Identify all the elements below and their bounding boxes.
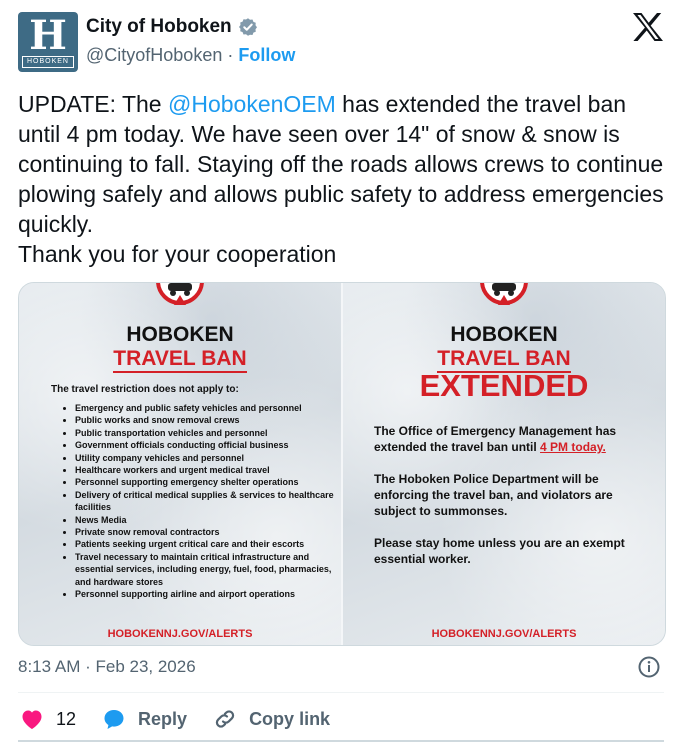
divider (18, 692, 664, 693)
deadline-highlight: 4 PM today. (540, 440, 606, 454)
road-sign-icon (479, 282, 529, 307)
list-item: • Delivery of critical medical supplies & services to healthcare facilities (75, 489, 337, 514)
tweet-text (18, 89, 668, 269)
right-panel-url: HOBOKENNJ.GOV/ALERTS (431, 628, 577, 640)
timestamp[interactable]: 8:13 AM · Feb 23, 2026 (18, 657, 196, 676)
notice-text: The Office of Emergency Management has extended the travel ban until (374, 424, 617, 454)
avatar-mark: H (29, 12, 67, 59)
list-item: • Healthcare workers and urgent medical travel (75, 464, 337, 476)
list-item: • Patients seeking urgent critical care and their escorts (75, 538, 337, 550)
heart-icon (20, 708, 44, 730)
tweet-body (18, 89, 668, 239)
x-logo-icon[interactable] (632, 12, 664, 42)
tweet-media[interactable] (18, 282, 666, 646)
left-panel-subtitle (19, 347, 341, 371)
road-sign-icon (155, 282, 205, 307)
link-icon (213, 708, 237, 730)
notice-paragraph (374, 423, 644, 455)
extension-notice (374, 423, 644, 583)
copy-link-label: Copy link (249, 708, 331, 729)
handle-separator: · (222, 45, 239, 65)
right-panel-title: HOBOKEN (450, 323, 558, 346)
list-item: • Private snow removal contractors (75, 526, 337, 538)
tweet-text-prefix: UPDATE: The (18, 91, 168, 117)
exemption-list (63, 402, 337, 601)
right-subtitle-text: TRAVEL BAN (437, 347, 570, 373)
list-item: • Travel necessary to maintain critical infrastructure and essential services, including energy, fuel, food, pharmacies, and hardware stores (75, 551, 337, 588)
left-panel-title: HOBOKEN (126, 323, 234, 346)
tweet-text-suffix: has extended the travel ban until 4 pm today. We have seen over 14" of snow & snow is continuing to fall. Staying off the roads allows crews to continue plowing safely and allows public safety to address emergencies quickly. (18, 91, 664, 237)
tweet-closing: Thank you for your cooperation (18, 241, 337, 267)
like-button[interactable] (20, 708, 76, 730)
avatar[interactable] (18, 12, 78, 72)
list-item: • Personnel supporting emergency shelter operations (75, 476, 337, 488)
info-icon[interactable] (638, 656, 660, 678)
display-name[interactable]: City of Hoboken (86, 16, 232, 37)
left-subtitle-text: TRAVEL BAN (113, 347, 246, 373)
exemption-intro: The travel restriction does not apply to: (51, 384, 239, 395)
action-bar (20, 707, 356, 731)
verified-badge-icon (238, 17, 258, 37)
list-item: • Government officials conducting official business (75, 439, 337, 451)
bottom-border (18, 740, 664, 742)
extended-heading: EXTENDED (419, 368, 589, 403)
list-item: • Personnel supporting airline and airport operations (75, 588, 337, 600)
handle-row (86, 45, 295, 66)
list-item: • Public transportation vehicles and personnel (75, 427, 337, 439)
reply-icon (102, 708, 126, 730)
list-item: • Utility company vehicles and personnel (75, 452, 337, 464)
avatar-wordmark: HOBOKEN (22, 56, 74, 68)
notice-paragraph: Please stay home unless you are an exempt essential worker. (374, 536, 625, 566)
like-count: 12 (56, 708, 77, 729)
notice-paragraph: The Hoboken Police Department will be enforcing the travel ban, and violators are subject to summonses. (374, 472, 613, 518)
reply-label: Reply (138, 708, 188, 729)
list-item: • Public works and snow removal crews (75, 414, 337, 426)
copy-link-button[interactable] (213, 708, 330, 730)
handle[interactable]: @CityofHoboken (86, 45, 223, 65)
media-left-panel[interactable] (19, 283, 341, 645)
mention-link[interactable]: @HobokenOEM (167, 91, 336, 117)
list-item: • Emergency and public safety vehicles and personnel (75, 402, 337, 414)
list-item: • News Media (75, 514, 337, 526)
follow-button[interactable]: Follow (238, 45, 296, 65)
left-panel-url: HOBOKENNJ.GOV/ALERTS (107, 628, 253, 640)
reply-button[interactable] (102, 708, 187, 730)
name-row (86, 16, 258, 38)
media-right-panel[interactable] (341, 283, 665, 645)
